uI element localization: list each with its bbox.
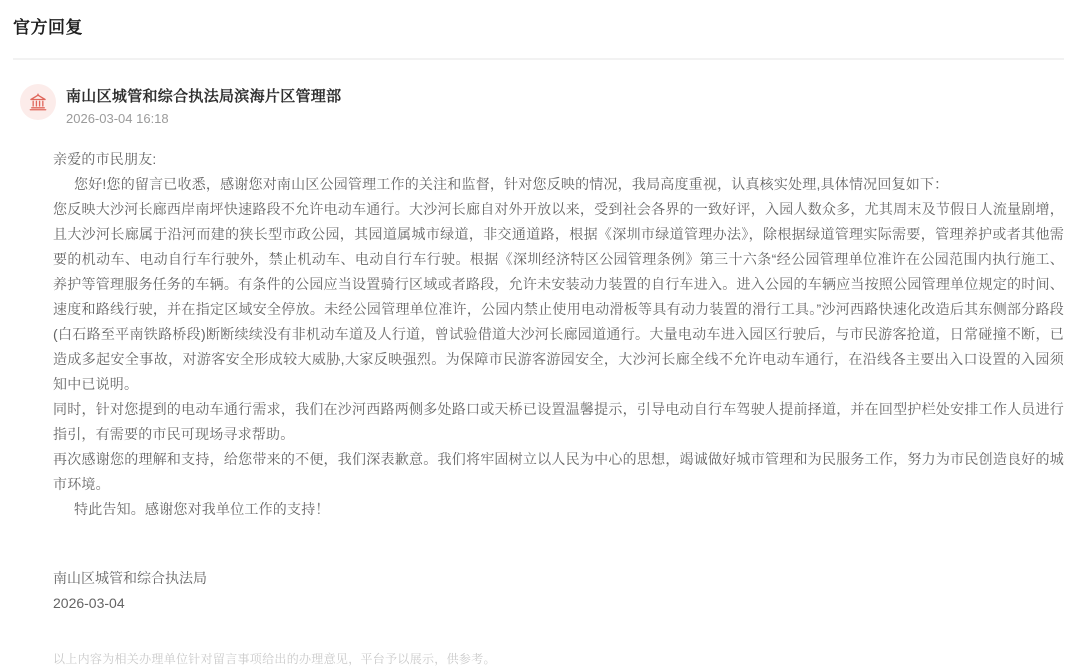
reply-card [0,60,1080,667]
signature-block [53,566,1064,616]
disclaimer-note: 以上内容为相关办理单位针对留言事项给出的办理意见，平台予以展示，供参考。 [53,652,496,666]
reply-paragraph-greeting: 亲爱的市民朋友: [53,151,157,167]
reply-paragraph-main: 您反映大沙河长廊西岸南坪快速路段不允许电动车通行。大沙河长廊自对外开放以来，受到社会各界的一致好评，入园人数众多，尤其周末及节假日人流量剧增，且大沙河长廊属于沿河而建的狭长型市政公园，其园道属城市绿道，非交通道路，根据《深圳市绿道管理办法》，除根据绿道管理实际需要，管理养护或者其他需要的机动车、电动自行车行驶外，禁止机动车、电动自行车行驶。根据《深圳经济特区公园管理条例》第三十六条“经公园管理单位准许在公园范围内执行施工、养护等管理服务任务的车辆。有条件的公园应当设置骑行区域或者路段，允许未安装动力装置的自行车进入。进入公园的车辆应当按照公园管理单位规定的时间、速度和路线行驶，并在指定区域安全停放。未经公园管理单位准许，公园内禁止使用电动滑板等具有动力装置的滑行工具。”沙河西路快速化改造后其东侧部分路段(白石路至平南铁路桥段)断断续续没有非机动车道及人行道，曾试验借道大沙河长廊园道通行。大量电动车进入园区行驶后，与市民游客抢道，日常碰撞不断，已造成多起安全事故，对游客安全形成较大威胁,大家反映强烈。为保障市民游客游园安全，大沙河长廊全线不允许电动车通行，在沿线各主要出入口设置的入园须知中已说明。 [53,201,1064,392]
signature-date: 2026-03-04 [53,595,125,611]
department-name: 南山区城管和综合执法局滨海片区管理部 [66,88,342,105]
reply-head-text [66,84,341,126]
reply-timestamp: 2026-03-04 16:18 [66,111,169,126]
page-title: 官方回复 [13,18,83,37]
bank-building-icon [28,92,48,112]
reply-header [20,84,1080,126]
department-avatar [20,84,56,120]
reply-paragraph-thanks: 再次感谢您的理解和支持，给您带来的不便，我们深表歉意。我们将牢固树立以人民为中心的思想，竭诚做好城市管理和为民服务工作，努力为市民创造良好的城市环境。 [53,451,1064,492]
reply-paragraph-measures: 同时，针对您提到的电动车通行需求，我们在沙河西路两侧多处路口或天桥已设置温馨提示，引导电动自行车驾驶人提前择道，并在回型护栏处安排工作人员进行指引，有需要的市民可现场寻求帮助。 [53,401,1064,442]
signature-department: 南山区城管和综合执法局 [53,570,207,586]
reply-paragraph-intro: 您好!您的留言已收悉，感谢您对南山区公园管理工作的关注和监督，针对您反映的情况，我局高度重视，认真核实处理,具体情况回复如下： [74,176,949,192]
reply-body [53,147,1064,522]
reply-paragraph-closing: 特此告知。感谢您对我单位工作的支持！ [74,501,330,517]
